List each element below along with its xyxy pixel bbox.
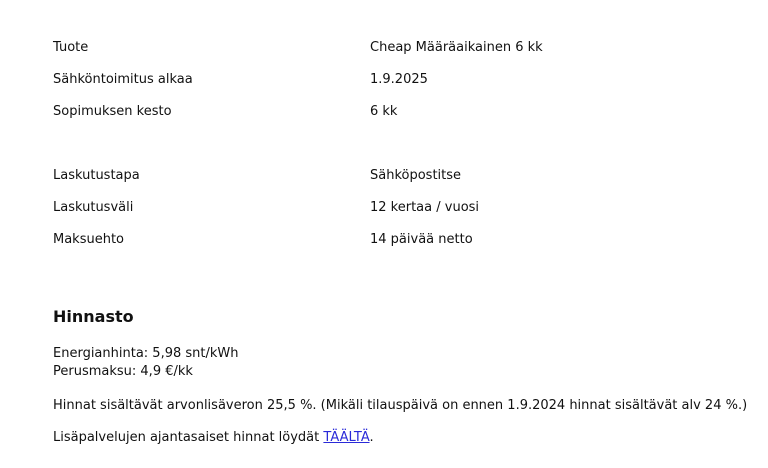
duration-label: Sopimuksen kesto xyxy=(53,104,172,119)
addons-text: Lisäpalvelujen ajantasaiset hinnat löydät xyxy=(53,430,324,445)
payment-terms-value: 14 päivää netto xyxy=(370,232,473,247)
billing-details-table xyxy=(53,166,733,262)
contract-row-product xyxy=(53,38,733,70)
billing-interval-value: 12 kertaa / vuosi xyxy=(370,200,480,215)
contract-row-duration xyxy=(53,102,733,134)
product-value: Cheap Määräaikainen 6 kk xyxy=(370,40,543,55)
duration-value: 6 kk xyxy=(370,104,398,119)
payment-terms-label: Maksuehto xyxy=(53,232,125,247)
price-list xyxy=(53,345,239,381)
delivery-start-value: 1.9.2025 xyxy=(370,72,428,87)
product-label: Tuote xyxy=(53,40,89,55)
contract-details-table xyxy=(53,38,733,134)
pricing-heading: Hinnasto xyxy=(53,307,134,326)
billing-row-payment-terms xyxy=(53,230,733,262)
contract-row-delivery-start xyxy=(53,70,733,102)
billing-method-value: Sähköpostitse xyxy=(370,168,462,183)
billing-method-label: Laskutustapa xyxy=(53,168,140,183)
billing-row-method xyxy=(53,166,733,198)
delivery-start-label: Sähköntoimitus alkaa xyxy=(53,72,193,87)
billing-interval-label: Laskutusväli xyxy=(53,200,134,215)
addons-prices-link[interactable]: TÄÄLTÄ xyxy=(323,430,370,445)
vat-note: Hinnat sisältävät arvonlisäveron 25,5 %. (Mikäli tilauspäivä on ennen 1.9.2024 hinnat sisältävät alv 24 %.) xyxy=(53,398,748,413)
billing-row-interval xyxy=(53,198,733,230)
addons-suffix: . xyxy=(369,430,374,445)
base-fee: Perusmaksu: 4,9 €/kk xyxy=(53,364,193,379)
energy-price: Energianhinta: 5,98 snt/kWh xyxy=(53,346,239,361)
addons-note xyxy=(53,429,374,447)
